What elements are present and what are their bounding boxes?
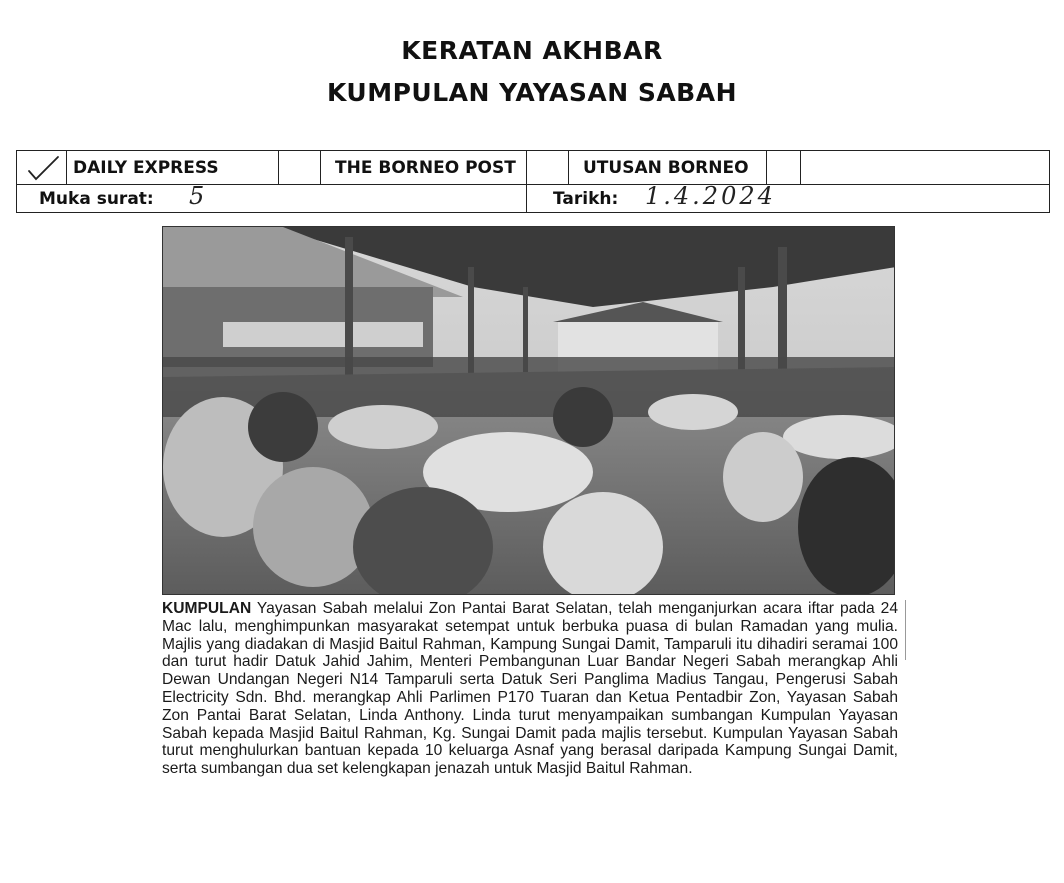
daily-express-cell: [67, 151, 279, 184]
meta-row: [17, 184, 1049, 213]
utusan-borneo-check-cell[interactable]: [767, 151, 801, 184]
page-number-cell: [17, 184, 527, 213]
clipping-title: KERATAN AKHBAR: [401, 36, 663, 65]
utusan-borneo-label: UTUSAN BORNEO: [583, 158, 749, 178]
borneo-post-label: THE BORNEO POST: [335, 158, 516, 178]
daily-express-label: DAILY EXPRESS: [73, 158, 219, 178]
page-number-value: 5: [189, 182, 208, 210]
source-row: [17, 151, 1049, 185]
borneo-post-cell: [321, 151, 527, 184]
date-label: Tarikh:: [553, 189, 619, 209]
borneo-post-check-cell[interactable]: [279, 151, 321, 184]
article-caption: [162, 600, 898, 778]
utusan-borneo-pre-cell: [527, 151, 569, 184]
date-value: 1.4.2024: [645, 182, 776, 210]
margin-line: [905, 600, 906, 660]
caption-body: Yayasan Sabah melalui Zon Pantai Barat Selatan, telah menganjurkan acara iftar pada 24 Mac lalu, menghimpunkan masyarakat setempat untuk berbuka puasa di bulan Ramadan yang mulia. Majlis yang diadakan di Masjid Baitul Rahman, Kampung Sungai Damit, Tamparuli itu dihadiri seramai 100 dan turut hadir Datuk Jahid Jahim, Menteri Pembangunan Luar Bandar Negeri Sabah merangkap Ahli Dewan Undangan Negeri N14 Tamparuli serta Datuk Seri Panglima Madius Tangau, Pengerusi Sabah Electricity Sdn. Bhd. merangkap Ahli Parlimen P170 Tuaran dan Ketua Pentadbir Zon, Yayasan Sabah Zon Pantai Barat Selatan, Linda Anthony. Linda turut menyampaikan sumbangan Kumpulan Yayasan Sabah kepada Masjid Baitul Rahman, Kg. Sungai Damit pada majlis tersebut. Kumpulan Yayasan Sabah turut menghulurkan bantuan kepada 10 keluarga Asnaf yang berasal daripada Kampung Sungai Damit, serta sumbangan dua set kelengkapan jenazah untuk Masjid Baitul Rahman.: [162, 600, 898, 778]
date-cell: [527, 184, 1049, 213]
utusan-borneo-cell: [569, 151, 767, 184]
caption-lead-word: KUMPULAN: [162, 600, 252, 617]
organization-title: KUMPULAN YAYASAN SABAH: [326, 78, 738, 107]
article-photo: [162, 226, 895, 595]
page-number-label: Muka surat:: [39, 189, 154, 209]
newspaper-source-table: [16, 150, 1050, 213]
daily-express-check-cell[interactable]: [17, 151, 67, 184]
checkmark-icon: [25, 155, 61, 181]
